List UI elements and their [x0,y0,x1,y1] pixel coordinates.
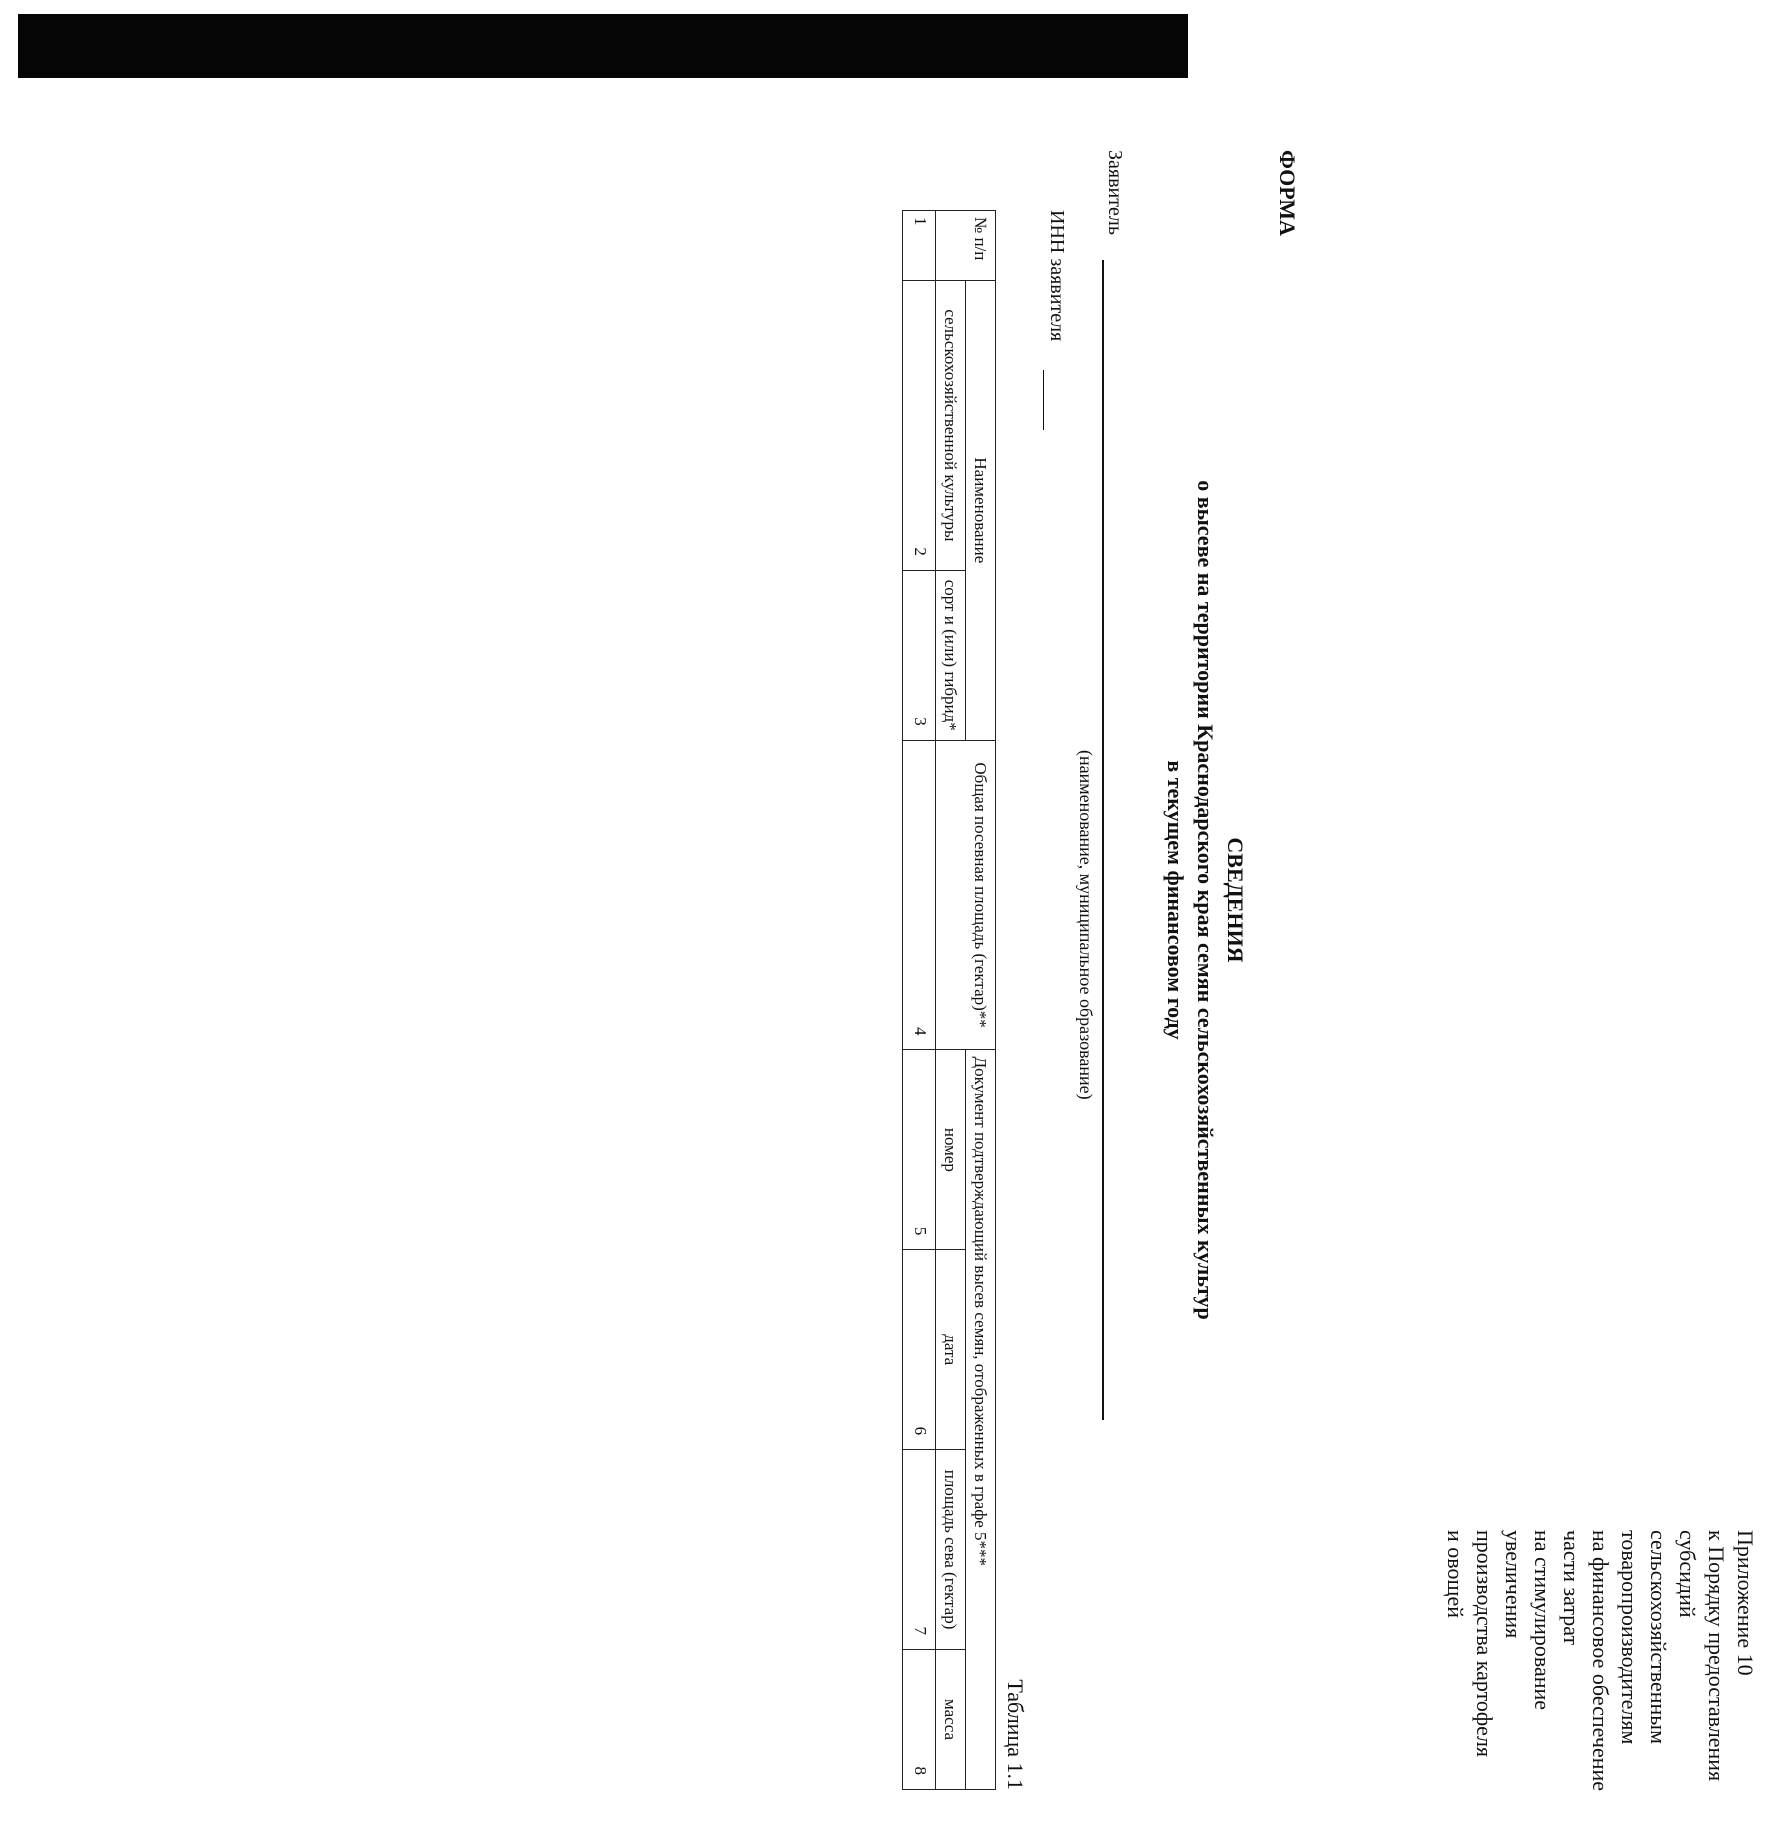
column-number: 1 [903,211,936,281]
applicant-label: Заявитель [1104,150,1126,235]
appendix-line: к Порядку предоставления [1704,1530,1729,1782]
title-line-2: в текущем финансовом году [1163,760,1188,1040]
header-name: Наименование [966,280,996,740]
table-caption: Таблица 1.1 [1003,1679,1028,1790]
appendix-line: на финансовое обеспечение [1588,1530,1613,1792]
header-area: Общая посевная площадь (гектар)** [936,740,996,1050]
inn-label: ИНН заявителя [1046,210,1068,342]
appendix-line: Приложение 10 [1733,1530,1758,1676]
header-num: № п/п [936,211,996,281]
header-doc-area: площадь сева (гектар) [936,1450,966,1650]
table-column-number-row [903,211,936,1790]
column-number: 5 [903,1050,936,1250]
header-doc-number: номер [936,1050,966,1250]
appendix-line: части затрат [1559,1530,1584,1646]
top-black-bar [18,14,1188,78]
appendix-line: субсидий [1675,1530,1700,1618]
appendix-line: на стимулирование [1530,1530,1555,1711]
appendix-reference [1441,1530,1760,1830]
table-header-row [966,211,996,1790]
header-doc: Документ подтверждающий высев семян, отображенных в графе 5*** [966,1050,996,1790]
column-number: 4 [903,740,936,1050]
column-number: 6 [903,1250,936,1450]
header-doc-date: дата [936,1250,966,1450]
inn-fill-line[interactable] [1043,370,1044,430]
header-doc-mass: масса [936,1650,966,1790]
column-number: 2 [903,280,936,570]
header-variety: сорт и (или) гибрид* [936,570,966,740]
title-line-1: о высеве на территории Краснодарского края семян сельскохозяйственных культур [1193,480,1218,1320]
seed-sowing-table [902,210,996,1790]
applicant-fill-line[interactable] [1102,260,1104,1420]
rotated-document-page [780,150,1780,1790]
applicant-note: (наименование, муниципальное образование) [1076,750,1096,1100]
column-number: 8 [903,1650,936,1790]
appendix-line: увеличения [1501,1530,1526,1639]
appendix-line: товаропроизводителям [1617,1530,1642,1745]
inn-row [1045,210,1068,530]
appendix-line: и овощей [1443,1530,1468,1618]
appendix-line: производства картофеля [1472,1530,1497,1758]
title-heading: СВЕДЕНИЯ [1223,837,1248,963]
column-number: 3 [903,570,936,740]
column-number: 7 [903,1450,936,1650]
appendix-line: сельскохозяйственным [1646,1530,1671,1744]
form-label: ФОРМА [1275,150,1300,236]
applicant-row [1100,150,1130,1420]
header-crop: сельскохозяйственной культуры [936,280,966,570]
document-title [1160,400,1250,1400]
